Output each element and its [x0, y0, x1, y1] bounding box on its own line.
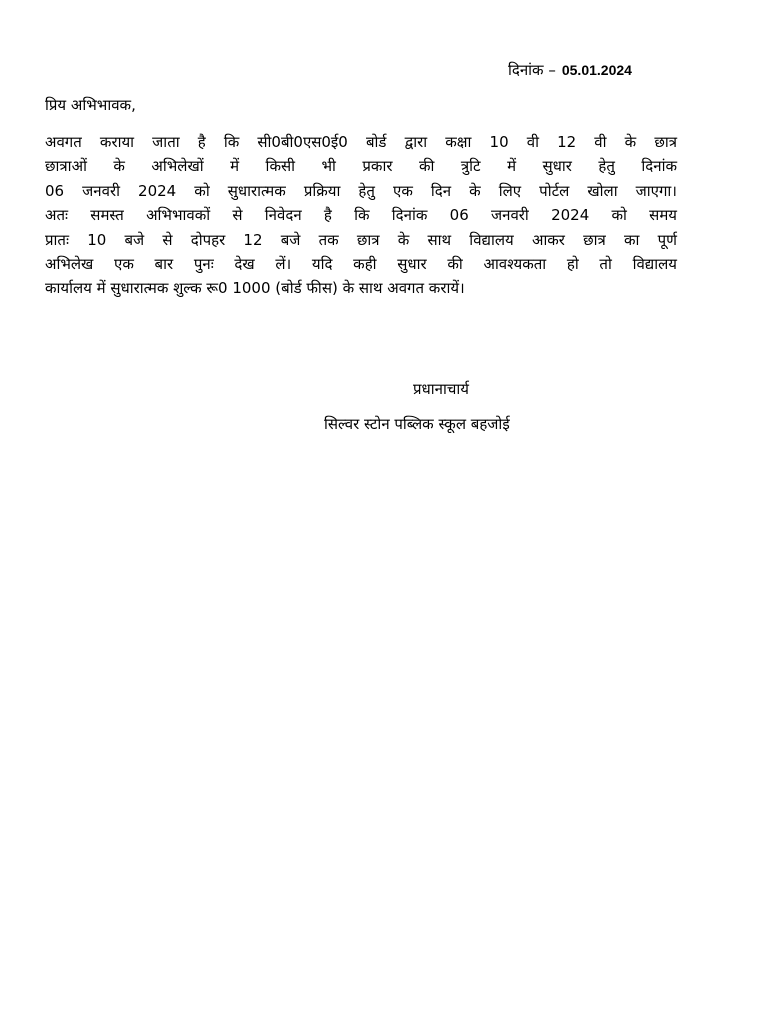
body-line: छात्राओं के अभिलेखों में किसी भी प्रकार की त्रुटि में सुधार हेतु दिनांक — [45, 157, 677, 176]
body-line: अवगत कराया जाता है कि सी0बी0एस0ई0 बोर्ड द्वारा कक्षा 10 वी 12 वी के छात्र — [45, 133, 677, 151]
date-value: 05.01.2024 — [561, 62, 632, 78]
body-line: 06 जनवरी 2024 को सुधारात्मक प्रक्रिया हेतु एक दिन के लिए पोर्टल खोला जाएगा। — [45, 181, 677, 200]
salutation: प्रिय अभिभावक, — [45, 96, 136, 114]
date-label: दिनांक – — [508, 61, 556, 79]
school-name: सिल्वर स्टोन पब्लिक स्कूल बहजोई — [324, 415, 510, 433]
body-line: अतः समस्त अभिभावकों से निवेदन है कि दिनांक 06 जनवरी 2024 को समय — [45, 206, 677, 225]
letter-body — [45, 130, 677, 301]
signatory-title: प्रधानाचार्य — [413, 380, 469, 398]
body-line: प्रातः 10 बजे से दोपहर 12 बजे तक छात्र के साथ विद्यालय आकर छात्र का पूर्ण — [45, 230, 677, 249]
body-line: कार्यालय में सुधारात्मक शुल्क रू0 1000 (बोर्ड फीस) के साथ अवगत करायें। — [45, 279, 465, 298]
date-line — [508, 60, 632, 80]
body-line: अभिलेख एक बार पुनः देख लें। यदि कही सुधार की आवश्यकता हो तो विद्यालय — [45, 255, 677, 274]
